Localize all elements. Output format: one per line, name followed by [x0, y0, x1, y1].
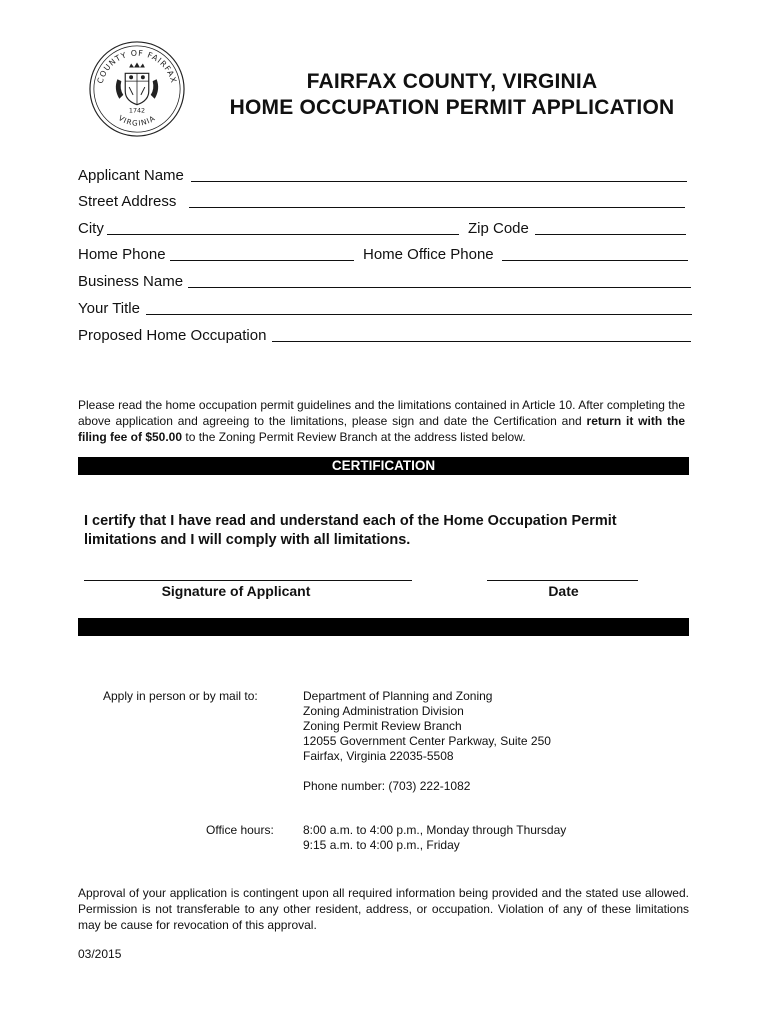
applicant-name-field[interactable] — [191, 181, 687, 182]
address-line: Zoning Administration Division — [303, 704, 464, 718]
page-subtitle: HOME OCCUPATION PERMIT APPLICATION — [229, 96, 675, 119]
applicant-name-label: Applicant Name — [78, 167, 184, 184]
approval-notice: Approval of your application is contingent upon all required information being provided and the stated use allowed. Permission is not transferable to any other resident, address, or occupation. Violation of any of these limitations may be cause for revocation of this approval. — [78, 886, 689, 932]
street-address-field[interactable] — [189, 207, 685, 208]
hours-line: 9:15 a.m. to 4:00 p.m., Friday — [303, 838, 460, 852]
home-phone-field[interactable] — [170, 260, 354, 261]
certification-heading: CERTIFICATION — [78, 457, 689, 475]
address-line: Zoning Permit Review Branch — [303, 719, 462, 733]
instructions-text: Please read the home occupation permit guidelines and the limitations contained in Article 10. After completing the above application and agreeing to the limitations, please sign and date the Certification and — [78, 398, 685, 428]
svg-text:COUNTY OF FAIRFAX: COUNTY OF FAIRFAX — [95, 48, 179, 85]
business-name-label: Business Name — [78, 273, 184, 290]
business-name-field[interactable] — [188, 287, 691, 288]
certification-statement: I certify that I have read and understand each of the Home Occupation Permit limitations and I will comply with all limitations. — [84, 513, 617, 548]
address-line: 12055 Government Center Parkway, Suite 250 — [303, 734, 551, 748]
county-seal-logo — [88, 40, 186, 138]
form-revision-date: 03/2015 — [78, 947, 122, 961]
signature-label: Signature of Applicant — [161, 583, 311, 599]
apply-label: Apply in person or by mail to: — [103, 689, 258, 703]
hours-line: 8:00 a.m. to 4:00 p.m., Monday through Thursday — [303, 823, 567, 837]
office-hours — [303, 823, 683, 853]
svg-text:1742: 1742 — [128, 106, 146, 115]
section-divider-bar — [78, 618, 689, 636]
zip-code-label: Zip Code — [468, 220, 529, 237]
city-field[interactable] — [107, 234, 459, 235]
your-title-field[interactable] — [146, 314, 692, 315]
city-label: City — [78, 220, 104, 237]
address-line: Fairfax, Virginia 22035-5508 — [303, 749, 454, 763]
page-title: FAIRFAX COUNTY, VIRGINIA — [306, 70, 598, 93]
proposed-home-occupation-field[interactable] — [272, 341, 691, 342]
instructions-paragraph — [78, 397, 685, 445]
proposed-home-occupation-label: Proposed Home Occupation — [78, 327, 267, 344]
street-address-label: Street Address — [78, 193, 177, 210]
office-hours-label: Office hours: — [206, 823, 274, 837]
signature-field[interactable] — [84, 580, 412, 581]
home-office-phone-label: Home Office Phone — [363, 246, 494, 263]
home-phone-label: Home Phone — [78, 246, 166, 263]
svg-text:VIRGINIA: VIRGINIA — [116, 113, 158, 128]
instructions-fee-text: return it with the filing fee of $50.00 — [78, 414, 685, 444]
date-field[interactable] — [487, 580, 638, 581]
your-title-label: Your Title — [78, 300, 140, 317]
zip-code-field[interactable] — [535, 234, 686, 235]
address-line: Department of Planning and Zoning — [303, 689, 493, 703]
phone-number: Phone number: (703) 222-1082 — [303, 779, 471, 793]
instructions-text-end: to the Zoning Permit Review Branch at the address listed below. — [182, 430, 526, 444]
mailing-address — [303, 689, 683, 764]
home-office-phone-field[interactable] — [502, 260, 688, 261]
date-label: Date — [548, 583, 579, 599]
